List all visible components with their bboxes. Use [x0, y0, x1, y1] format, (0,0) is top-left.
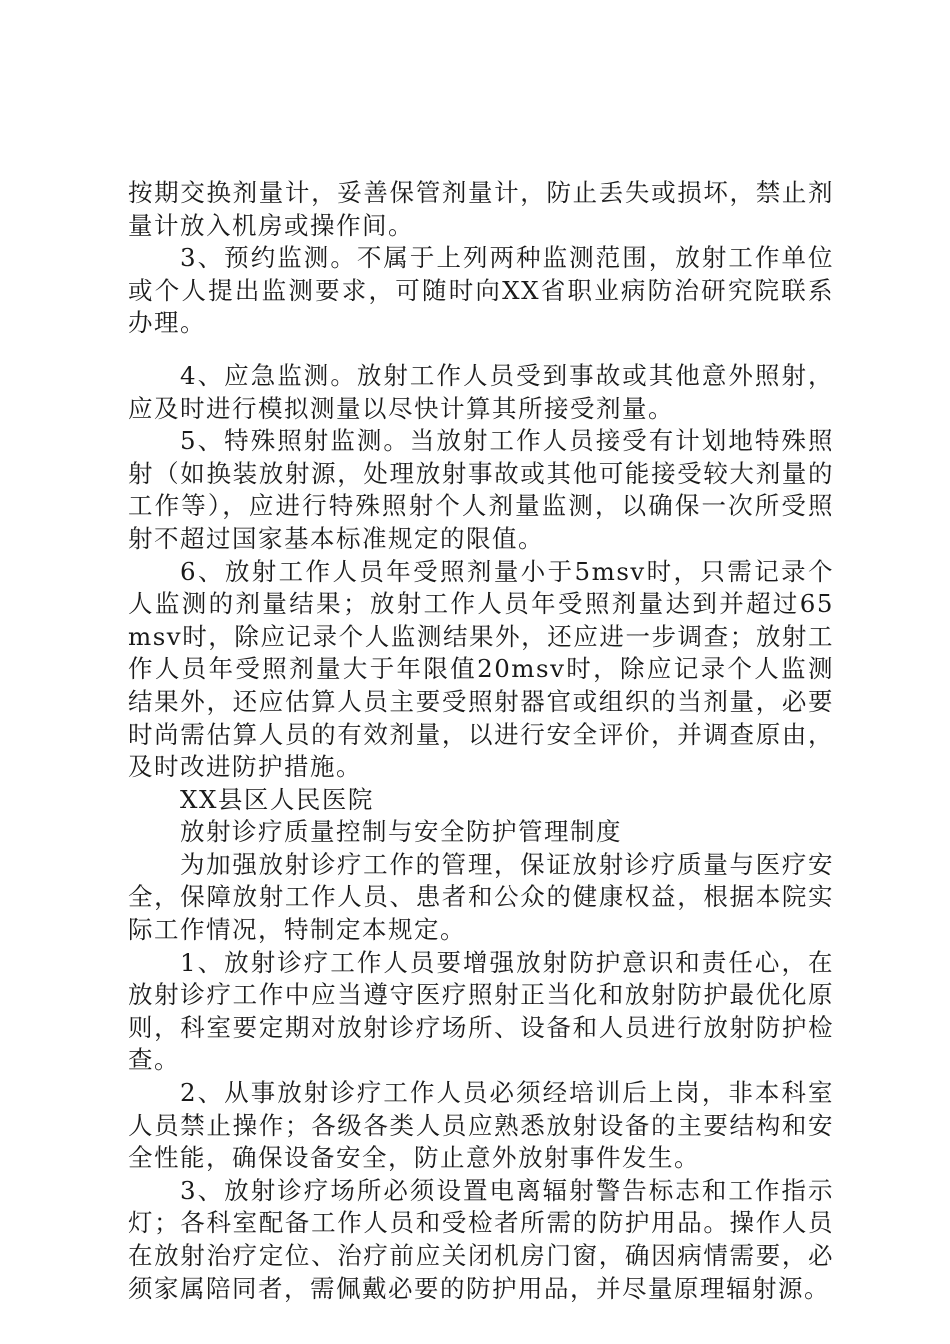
paragraph-rule-3: 3、放射诊疗场所必须设置电离辐射警告标志和工作指示灯；各科室配备工作人员和受检者所需的防护用品。操作人员在放射治疗定位、治疗前应关闭机房门窗，确因病情需要，必须家属陪同者，需佩戴必要的防护用品，并尽量原理辐射源。: [128, 1175, 834, 1303]
paragraph-rule-2: 2、从事放射诊疗工作人员必须经培训后上岗，非本科室人员禁止操作；各级各类人员应熟悉放射设备的主要结构和安全性能，确保设备安全，防止意外放射事件发生。: [128, 1078, 834, 1173]
paragraph-rule-1: 1、放射诊疗工作人员要增强放射防护意识和责任心，在放射诊疗工作中应当遵守医疗照射正当化和放射防护最优化原则，科室要定期对放射诊疗场所、设备和人员进行放射防护检查。: [128, 947, 834, 1075]
paragraph-appointment-monitoring: 3、预约监测。不属于上列两种监测范围，放射工作单位或个人提出监测要求，可随时向XX省职业病防治研究院联系办理。: [128, 243, 834, 338]
paragraph-preamble: 为加强放射诊疗工作的管理，保证放射诊疗质量与医疗安全，保障放射工作人员、患者和公众的健康权益，根据本院实际工作情况，特制定本规定。: [128, 849, 834, 945]
hospital-name: XX县区人民医院: [180, 784, 374, 814]
paragraph-special-exposure-monitoring: 5、特殊照射监测。当放射工作人员接受有计划地特殊照射（如换装放射源，处理放射事故或其他可能接受较大剂量的工作等），应进行特殊照射个人剂量监测，以确保一次所受照射不超过国家基本标准规定的限值。: [128, 426, 834, 553]
paragraph-emergency-monitoring: 4、应急监测。放射工作人员受到事故或其他意外照射，应及时进行模拟测量以尽快计算其所接受剂量。: [128, 360, 834, 423]
paragraph-annual-dose-records: 6、放射工作人员年受照剂量小于5msv时，只需记录个人监测的剂量结果；放射工作人员年受照剂量达到并超过65msv时，除应记录个人监测结果外，还应进一步调查；放射工作人员年受照剂量大于年限值20msv时，除应记录个人监测结果外，还应估算人员主要受照射器官或组织的当剂量，必要时尚需估算人员的有效剂量，以进行安全评价，并调查原由，及时改进防护措施。: [128, 556, 834, 782]
paragraph-dosimeter-custody: 按期交换剂量计，妥善保管剂量计，防止丢失或损坏，禁止剂量计放入机房或操作间。: [128, 178, 834, 240]
section-title: 放射诊疗质量控制与安全防护管理制度: [180, 817, 622, 847]
document-body: [128, 177, 834, 1305]
